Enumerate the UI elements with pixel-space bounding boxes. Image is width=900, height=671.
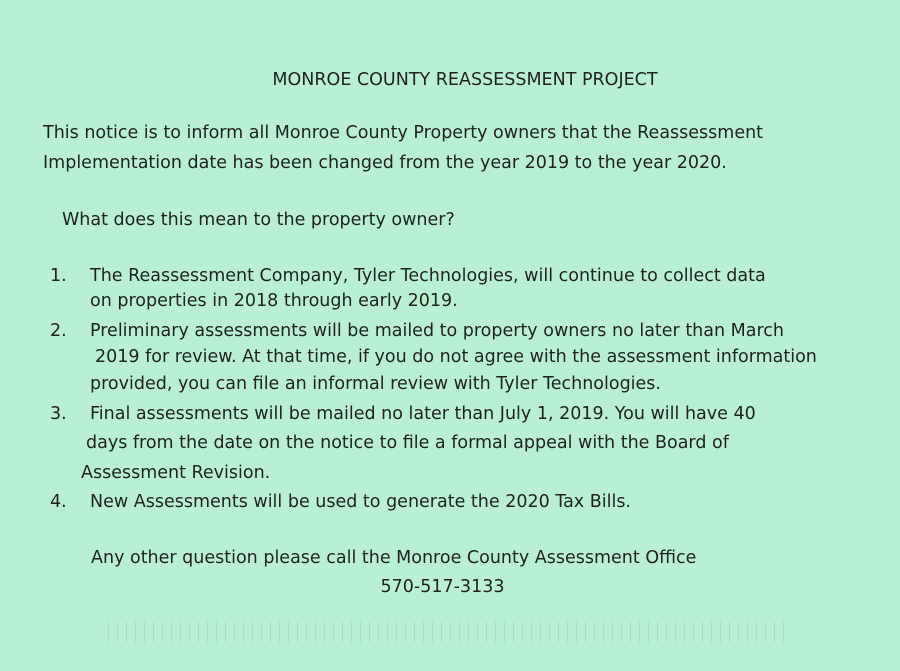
item-3-line: Assessment Revision.: [81, 463, 271, 483]
item-2-line: 2019 for review. At that time, if you do not agree with the assessment information: [95, 347, 817, 367]
item-3-line: Final assessments will be mailed no later than July 1, 2019. You will have 40: [90, 404, 756, 424]
item-3-number: 3.: [50, 404, 67, 424]
item-3-line: days from the date on the notice to file a formal appeal with the Board of: [86, 433, 729, 453]
question-heading: What does this mean to the property owner?: [62, 210, 455, 230]
document-title: MONROE COUNTY REASSESSMENT PROJECT: [272, 70, 658, 90]
item-1-line: on properties in 2018 through early 2019.: [90, 291, 458, 311]
item-2-line: provided, you can file an informal review with Tyler Technologies.: [90, 374, 661, 394]
item-2-number: 2.: [50, 321, 67, 341]
item-4-number: 4.: [50, 492, 67, 512]
intro-line-2: Implementation date has been changed from the year 2019 to the year 2020.: [43, 153, 727, 173]
printer-marks: [108, 622, 788, 642]
item-2-line: Preliminary assessments will be mailed to property owners no later than March: [90, 321, 784, 341]
closing-text: Any other question please call the Monroe County Assessment Office: [91, 548, 697, 568]
intro-line-1: This notice is to inform all Monroe County Property owners that the Reassessment: [43, 123, 764, 143]
item-1-number: 1.: [50, 266, 67, 286]
phone-number: 570-517-3133: [380, 577, 505, 597]
item-4-line: New Assessments will be used to generate the 2020 Tax Bills.: [90, 492, 631, 512]
item-1-line: The Reassessment Company, Tyler Technologies, will continue to collect data: [90, 266, 766, 286]
